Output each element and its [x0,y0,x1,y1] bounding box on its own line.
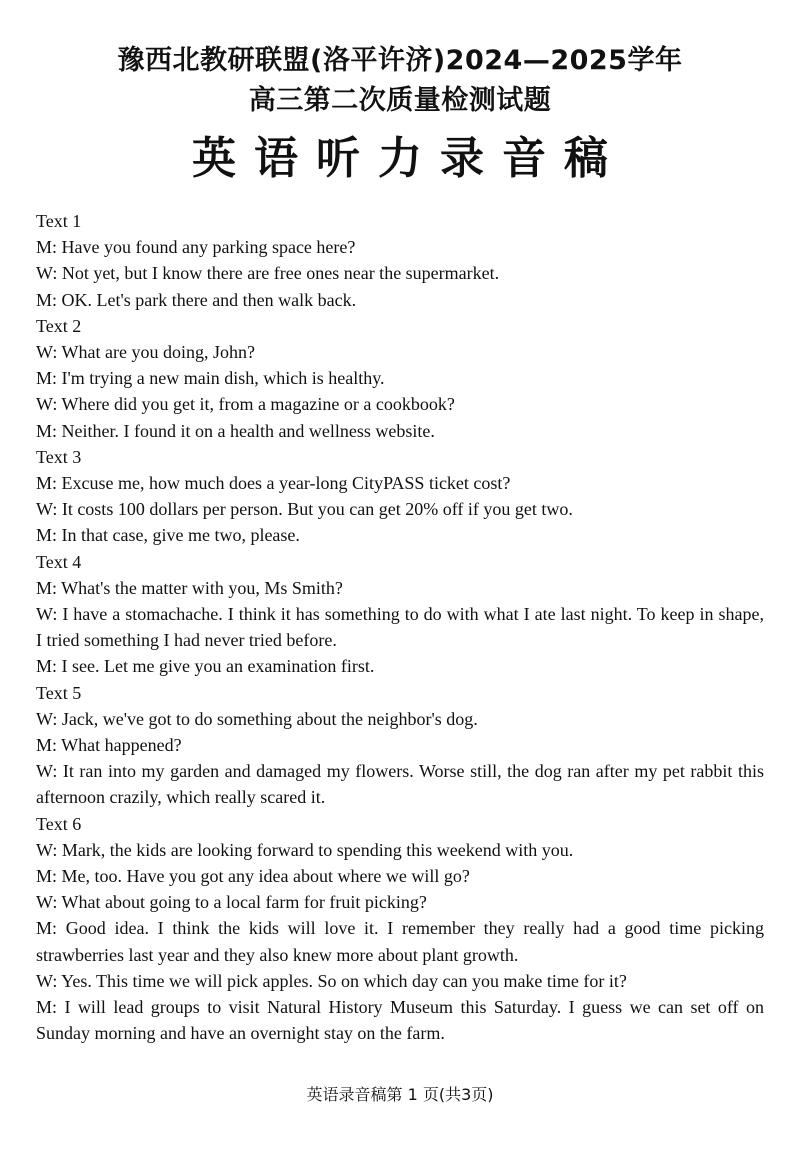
dialogue-line: W: What about going to a local farm for fruit picking? [36,892,427,913]
section-heading: Text 1 [36,211,82,231]
dialogue-line: W: Mark, the kids are looking forward to spending this weekend with you. [36,839,574,860]
section-heading: Text 4 [36,551,82,572]
dialogue-line: M: Good idea. I think the kids will love it. I remember they really had a good time picking strawberries last year and they also knew more about plant growth. [36,918,764,965]
dialogue-line: M: I see. Let me give you an examination first. [36,656,375,677]
dialogue-line: M: Excuse me, how much does a year-long CityPASS ticket cost? [36,473,511,494]
dialogue-line: M: What happened? [36,735,182,756]
dialogue-line: W: Not yet, but I know there are free ones near the supermarket. [36,263,500,284]
transcript-body [36,208,764,1047]
dialogue-line: W: Jack, we've got to do something about the neighbor's dog. [36,708,478,729]
dialogue-line: W: I have a stomachache. I think it has something to do with what I ate last night. To keep in shape, I tried something I had never tried before. [36,604,764,651]
section-heading: Text 6 [36,813,82,834]
dialogue-line: M: In that case, give me two, please. [36,525,300,546]
dialogue-line: M: I will lead groups to visit Natural History Museum this Saturday. I guess we can set off on Sunday morning and have an overnight stay on the farm. [36,997,764,1044]
dialogue-line: W: What are you doing, John? [36,342,255,363]
exam-name-title: 高三第二次质量检测试题 [248,85,552,116]
dialogue-line: M: Neither. I found it on a health and wellness website. [36,420,435,441]
page-footer: 英语录音稿第 1 页(共3页) [306,1085,494,1104]
dialogue-line: W: Where did you get it, from a magazine or a cookbook? [36,394,455,415]
dialogue-line: W: Yes. This time we will pick apples. So on which day can you make time for it? [36,970,627,991]
dialogue-line: M: I'm trying a new main dish, which is healthy. [36,368,385,389]
dialogue-line: M: What's the matter with you, Ms Smith? [36,577,343,598]
dialogue-line: W: It ran into my garden and damaged my flowers. Worse still, the dog ran after my pet rabbit this afternoon crazily, which really scared it. [36,761,764,808]
dialogue-line: M: Me, too. Have you got any idea about where we will go? [36,866,470,887]
transcript-title: 英语听力录音稿 [192,133,626,184]
section-heading: Text 5 [36,682,82,703]
dialogue-line: M: Have you found any parking space here? [36,237,356,258]
section-heading: Text 3 [36,446,82,467]
document-header [36,44,764,186]
dialogue-line: M: OK. Let's park there and then walk back. [36,289,357,310]
dialogue-line: W: It costs 100 dollars per person. But you can get 20% off if you get two. [36,499,573,520]
exam-org-title: 豫西北教研联盟(洛平许济)2024—2025学年 [117,45,683,76]
section-heading: Text 2 [36,315,82,336]
